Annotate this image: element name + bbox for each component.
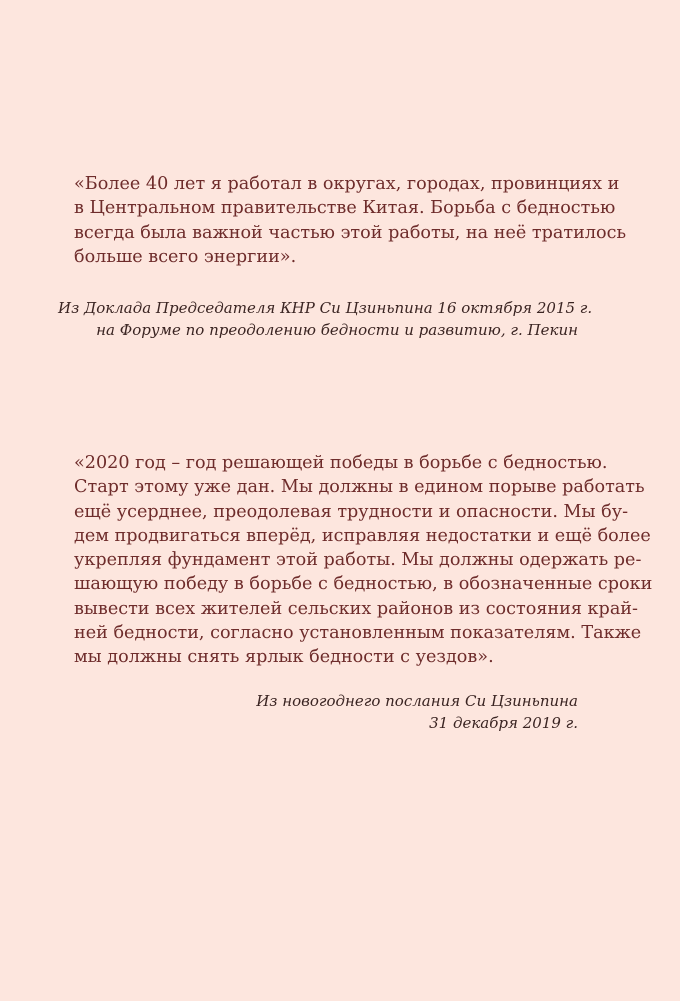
quote-2-line-5: укрепляя фундамент этой работы. Мы должны одержать ре- <box>74 550 642 571</box>
quote-2-line-1: «2020 год – год решающей победы в борьбе с бедностью. <box>74 453 608 473</box>
quote-2 <box>74 451 653 670</box>
quote-2-line-8: ней бедности, согласно установленным показателям. Также <box>74 623 642 644</box>
quote-2-line-3: ещё усерднее, преодолевая трудности и опасности. Мы бу- <box>74 501 629 522</box>
quote-1-line-1: «Более 40 лет я работал в округах, городах, провинциях и <box>74 174 620 194</box>
quote-2-attribution <box>58 691 578 734</box>
quote-2-line-9: мы должны снять ярлык бедности с уездов». <box>74 647 494 668</box>
quote-1-line-3: всегда была важной частью этой работы, на неё тратилось <box>74 222 627 243</box>
quote-1-attribution-line-2: на Форуме по преодолению бедности и развитию, г. Пекин <box>96 320 578 339</box>
quote-2-attribution-line-2: 31 декабря 2019 г. <box>429 713 578 732</box>
quote-2-attribution-line-1: Из новогоднего послания Си Цзиньпина <box>256 692 578 710</box>
quote-1-attribution <box>58 298 593 341</box>
quote-2-line-6: шающую победу в борьбе с бедностью, в обозначенные сроки <box>74 574 653 595</box>
quote-1-line-4: больше всего энергии». <box>74 246 297 267</box>
quote-1-line-2: в Центральном правительстве Китая. Борьба с бедностью <box>74 198 616 219</box>
quote-2-line-4: дем продвигаться вперёд, исправляя недостатки и ещё более <box>74 525 651 546</box>
quote-1-attribution-line-1: Из Доклада Председателя КНР Си Цзиньпина 16 октября 2015 г. <box>58 299 593 317</box>
quote-2-line-7: вывести всех жителей сельских районов из состояния край- <box>74 598 638 619</box>
quote-1 <box>74 172 627 269</box>
quote-2-line-2: Старт этому уже дан. Мы должны в едином порыве работать <box>74 477 645 498</box>
